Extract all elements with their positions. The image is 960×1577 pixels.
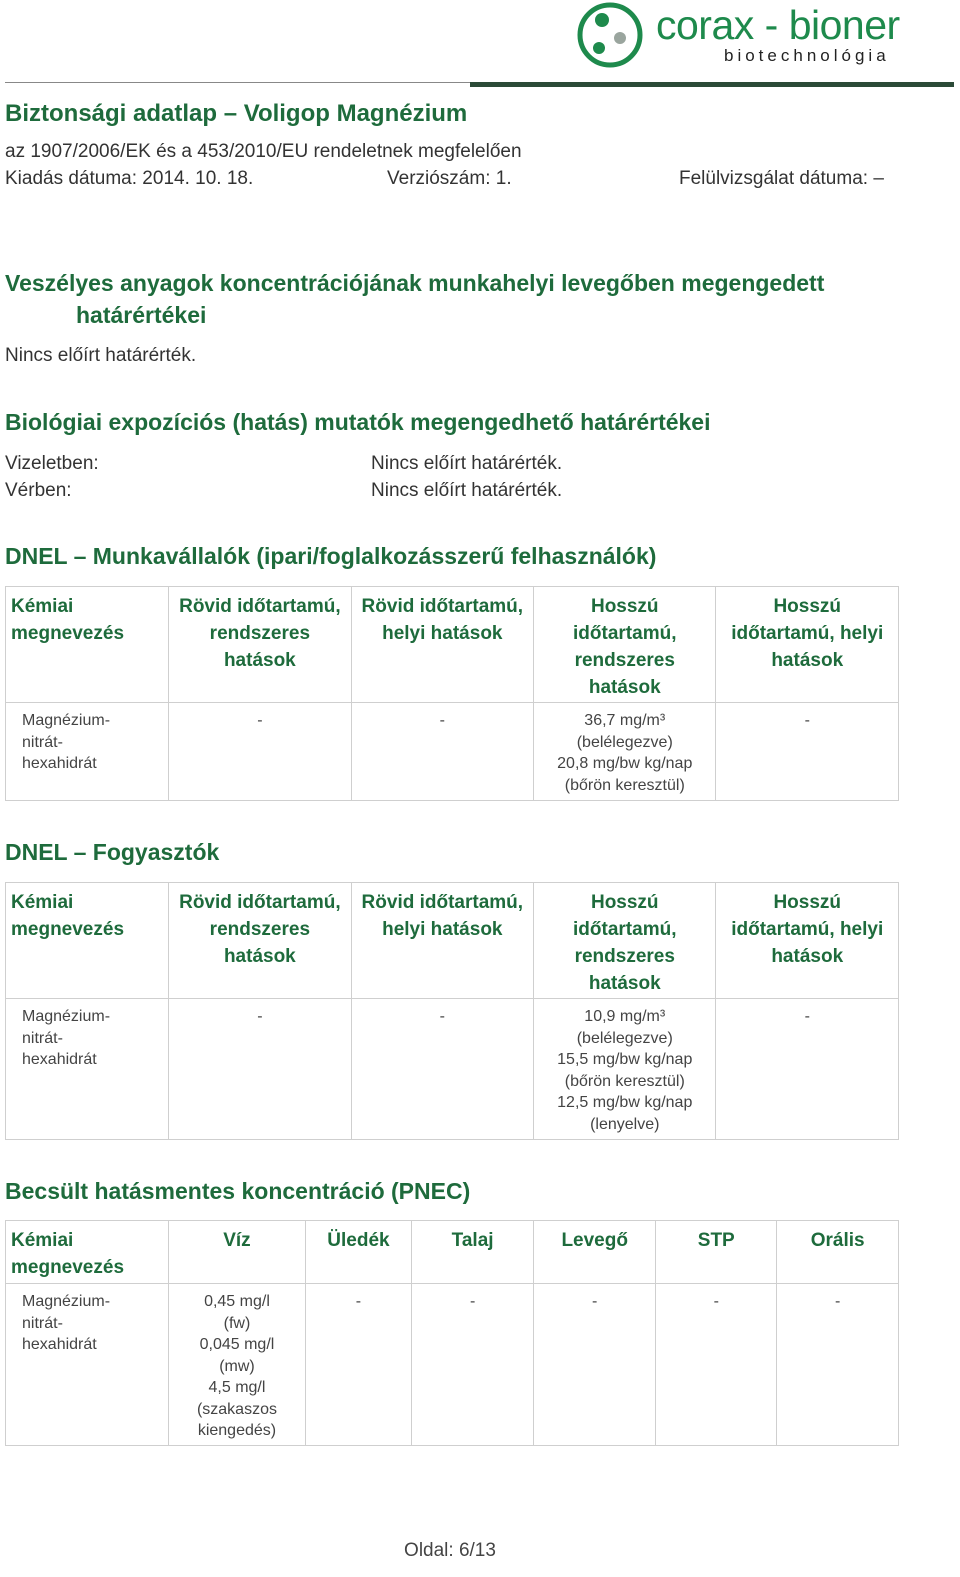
- cell-line: -: [804, 712, 810, 729]
- header-cell: [777, 1221, 899, 1284]
- cell-line: időtartamú, helyi: [731, 623, 884, 644]
- dnel-consumers-table: [5, 882, 899, 1140]
- section-title-workplace-cont: határértékei: [76, 302, 207, 328]
- workplace-limit-text: Nincs előírt határérték.: [5, 345, 197, 366]
- section-title-workplace: Veszélyes anyagok koncentrációjának munkahelyi levegőben megengedett: [5, 270, 825, 296]
- data-cell: [716, 703, 899, 801]
- regulation-text: az 1907/2006/EK és a 453/2010/EU rendeletnek megfelelően: [5, 141, 522, 162]
- cell-line: időtartamú,: [573, 919, 677, 940]
- version-number: Verziószám: 1.: [387, 168, 512, 189]
- cell-line: 10,9 mg/m³: [584, 1008, 666, 1025]
- bio-label-urine: Vizeletben:: [5, 453, 99, 474]
- cell-line: megnevezés: [11, 919, 125, 940]
- cell-line: Orális: [810, 1230, 865, 1251]
- cell-line: -: [439, 712, 445, 729]
- cell-line: (belélegezve): [576, 733, 673, 751]
- cell-line: nitrát-: [22, 1314, 63, 1332]
- data-cell: [351, 999, 533, 1140]
- header-cell: [6, 1221, 169, 1284]
- header-cell: [656, 1221, 777, 1284]
- cell-line: (mw): [219, 1357, 255, 1375]
- cell-line: -: [439, 1008, 445, 1025]
- cell-line: Rövid időtartamú,: [179, 892, 341, 913]
- document-title: Biztonsági adatlap – Voligop Magnézium: [5, 100, 468, 127]
- cell-line: -: [469, 1293, 476, 1310]
- cell-line: Talaj: [451, 1230, 494, 1251]
- issue-date: Kiadás dátuma: 2014. 10. 18.: [5, 168, 254, 189]
- table-header-row: [6, 883, 899, 999]
- cell-line: hexahidrát: [22, 1336, 97, 1353]
- cell-line: Magnézium-: [22, 1008, 111, 1025]
- data-cell: [534, 703, 716, 801]
- header-cell: [6, 883, 169, 999]
- logo-wordmark: corax - bioner: [656, 2, 900, 48]
- cell-line: Kémiai: [11, 596, 74, 617]
- header-cell: [6, 587, 169, 703]
- header-divider-thick: [470, 82, 954, 87]
- table-row: [6, 703, 899, 801]
- cell-line: helyi hatások: [382, 919, 503, 940]
- data-cell: [534, 999, 716, 1140]
- cell-line: hatások: [771, 946, 844, 967]
- cell-line: Magnézium-: [22, 1293, 111, 1310]
- table-header-row: [6, 587, 899, 703]
- cell-line: rendszeres: [574, 650, 675, 671]
- section-title-bio: Biológiai expozíciós (hatás) mutatók megengedhető határértékei: [5, 409, 711, 435]
- cell-line: (fw): [223, 1314, 251, 1332]
- page-number: Oldal: 6/13: [404, 1540, 496, 1561]
- cell-line: Kémiai: [11, 892, 74, 913]
- cell-line: Hosszú: [773, 596, 842, 617]
- cell-line: nitrát-: [22, 1029, 63, 1047]
- cell-line: (bőrön keresztül): [564, 1072, 685, 1090]
- pnec-table: [5, 1220, 899, 1446]
- cell-line: időtartamú, helyi: [731, 919, 884, 940]
- cell-line: nitrát-: [22, 733, 63, 751]
- cell-line: -: [713, 1293, 719, 1310]
- cell-line: kiengedés): [197, 1422, 277, 1439]
- cell-line: Rövid időtartamú,: [361, 892, 524, 913]
- cell-line: hatások: [223, 650, 296, 671]
- cell-line: 0,45 mg/l: [204, 1293, 270, 1310]
- cell-line: Rövid időtartamú,: [179, 596, 341, 617]
- cell-line: Rövid időtartamú,: [361, 596, 524, 617]
- cell-line: hatások: [223, 946, 296, 967]
- data-cell: [411, 1284, 533, 1446]
- data-cell: [6, 703, 169, 801]
- cell-line: hexahidrát: [22, 1051, 97, 1068]
- logo-tagline: biotechnológia: [724, 46, 890, 65]
- cell-line: (lenyelve): [590, 1115, 660, 1133]
- header-cell: [169, 883, 351, 999]
- review-date: Felülvizsgálat dátuma: –: [679, 168, 884, 189]
- cell-line: -: [355, 1293, 362, 1310]
- header-cell: [411, 1221, 533, 1284]
- section-title-pnec: Becsült hatásmentes koncentráció (PNEC): [5, 1178, 471, 1204]
- cell-line: STP: [697, 1230, 735, 1251]
- cell-line: hatások: [588, 677, 661, 698]
- header-cell: [534, 1221, 656, 1284]
- cell-line: 15,5 mg/bw kg/nap: [557, 1051, 693, 1068]
- header-cell: [169, 1221, 306, 1284]
- cell-line: 4,5 mg/l: [208, 1379, 266, 1396]
- cell-line: -: [257, 1008, 263, 1025]
- cell-line: -: [257, 712, 263, 729]
- header-cell: [169, 587, 351, 703]
- header-cell: [716, 883, 899, 999]
- cell-line: Magnézium-: [22, 712, 111, 729]
- section-title-dnel-consumers: DNEL – Fogyasztók: [5, 839, 220, 865]
- cell-line: 0,045 mg/l: [199, 1336, 275, 1353]
- cell-line: rendszeres: [209, 623, 311, 644]
- data-cell: [777, 1284, 899, 1446]
- cell-line: (bőrön keresztül): [564, 776, 685, 794]
- section-title-dnel-workers: DNEL – Munkavállalók (ipari/foglalkozásszerű felhasználók): [5, 543, 657, 569]
- data-cell: [169, 1284, 306, 1446]
- data-cell: [305, 1284, 411, 1446]
- cell-line: Levegő: [561, 1230, 628, 1251]
- cell-line: Hosszú: [590, 596, 659, 617]
- header-cell: [351, 587, 533, 703]
- header-cell: [305, 1221, 411, 1284]
- cell-line: hatások: [588, 973, 661, 994]
- table-header-row: [6, 1221, 899, 1284]
- cell-line: Víz: [223, 1230, 251, 1251]
- cell-line: -: [804, 1008, 810, 1025]
- table-row: [6, 999, 899, 1140]
- company-logo: [574, 0, 954, 78]
- data-cell: [351, 703, 533, 801]
- bio-value-urine: Nincs előírt határérték.: [371, 453, 563, 474]
- header-divider-thin: [5, 82, 470, 83]
- cell-line: hexahidrát: [22, 755, 97, 772]
- cell-line: (szakaszos: [196, 1400, 277, 1418]
- cell-line: Üledék: [327, 1230, 390, 1251]
- bio-value-blood: Nincs előírt határérték.: [371, 480, 563, 501]
- cell-line: megnevezés: [11, 623, 125, 644]
- cell-line: Kémiai: [11, 1230, 74, 1251]
- header-cell: [534, 587, 716, 703]
- dnel-workers-table: [5, 586, 899, 801]
- cell-line: megnevezés: [11, 1257, 125, 1278]
- cell-line: -: [592, 1293, 598, 1310]
- header-cell: [716, 587, 899, 703]
- cell-line: 20,8 mg/bw kg/nap: [557, 755, 693, 772]
- table-row: [6, 1284, 899, 1446]
- cell-line: hatások: [771, 650, 844, 671]
- header-cell: [351, 883, 533, 999]
- cell-line: -: [835, 1293, 841, 1310]
- cell-line: rendszeres: [574, 946, 675, 967]
- cell-line: Hosszú: [590, 892, 659, 913]
- logo-mark-icon: [574, 0, 646, 72]
- header-cell: [534, 883, 716, 999]
- data-cell: [169, 703, 351, 801]
- cell-line: 12,5 mg/bw kg/nap: [557, 1094, 693, 1111]
- data-cell: [6, 1284, 169, 1446]
- cell-line: rendszeres: [209, 919, 311, 940]
- data-cell: [716, 999, 899, 1140]
- cell-line: 36,7 mg/m³: [584, 712, 666, 729]
- cell-line: (belélegezve): [576, 1029, 673, 1047]
- data-cell: [6, 999, 169, 1140]
- cell-line: helyi hatások: [382, 623, 503, 644]
- data-cell: [169, 999, 351, 1140]
- cell-line: Hosszú: [773, 892, 842, 913]
- data-cell: [656, 1284, 777, 1446]
- bio-label-blood: Vérben:: [5, 480, 72, 501]
- cell-line: időtartamú,: [573, 623, 677, 644]
- data-cell: [534, 1284, 656, 1446]
